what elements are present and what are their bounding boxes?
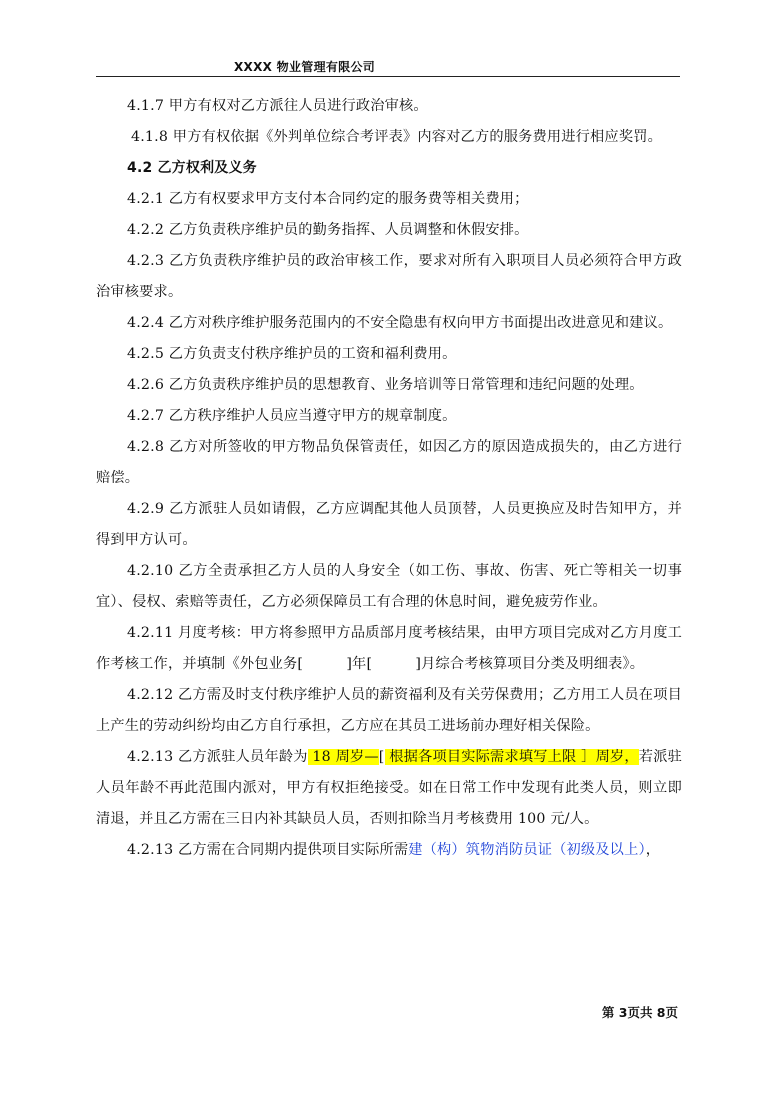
clause-4-2-8: 4.2.8 乙方对所签收的甲方物品负保管责任，如因乙方的原因造成损失的，由乙方进行赔偿。 <box>96 439 682 486</box>
clause-4-1-8: 4.1.8 甲方有权依据《外判单位综合考评表》内容对乙方的服务费用进行相应奖罚。 <box>131 129 662 145</box>
clause-4-2-5: 4.2.5 乙方负责支付秩序维护员的工资和福利费用。 <box>127 346 457 362</box>
clause-4-1-7: 4.1.7 甲方有权对乙方派往人员进行政治审核。 <box>127 98 428 114</box>
clause-4-2-6: 4.2.6 乙方负责秩序维护员的思想教育、业务培训等日常管理和违纪问题的处理。 <box>127 377 644 393</box>
clause-4-2-1: 4.2.1 乙方有权要求甲方支付本合同约定的服务费等相关费用； <box>127 191 529 207</box>
clause-4-2-13-age <box>96 742 682 835</box>
certificate-name-blue: 建（构）筑物消防员证（初级及以上） <box>408 842 646 858</box>
age-bracket: [ <box>378 749 385 765</box>
clause-4-2-13-certificate <box>96 835 682 866</box>
clause-4-2-2: 4.2.2 乙方负责秩序维护员的勤务指挥、人员调整和休假安排。 <box>127 222 529 238</box>
clause-4-2-11: 4.2.11 月度考核：甲方将参照甲方品质部月度考核结果，由甲方项目完成对乙方月度工作考核工作，并填制《外包业务[ ]年[ ]月综合考核算项目分类及明细表》。 <box>96 625 682 672</box>
clause-4-2-13-cert-prefix: 4.2.13 乙方需在合同期内提供项目实际所需 <box>127 842 409 858</box>
clause-4-2-13-age-suffix: 若派驻人员年龄不再此范围内派对，甲方有权拒绝接受。如在日常工作中发现有此类人员，则立即清退，并且乙方需在三日内补其缺员人员，否则扣除当月考核费用 100 元/人。 <box>96 749 682 827</box>
clause-4-2-13-age-prefix: 4.2.13 乙方派驻人员年龄为 <box>127 749 308 765</box>
clause-4-2-3: 4.2.3 乙方负责秩序维护员的政治审核工作，要求对所有入职项目人员必须符合甲方政治审核要求。 <box>96 253 682 300</box>
header-company-name: XXXX 物业管理有限公司 <box>234 60 376 74</box>
age-lower-highlight: 18 周岁— <box>307 749 379 765</box>
clause-4-2-4: 4.2.4 乙方对秩序维护服务范围内的不安全隐患有权向甲方书面提出改进意见和建议。 <box>127 315 673 331</box>
clause-4-2-10: 4.2.10 乙方全责承担乙方人员的人身安全（如工伤、事故、伤害、死亡等相关一切事宜）、侵权、索赔等责任，乙方必须保障员工有合理的休息时间，避免疲劳作业。 <box>96 563 682 610</box>
age-upper-highlight: 根据各项目实际需求填写上限 ］周岁， <box>384 749 639 765</box>
document-body <box>96 91 682 866</box>
clause-4-2-13-cert-suffix: ， <box>645 842 661 858</box>
clause-4-2-9: 4.2.9 乙方派驻人员如请假，乙方应调配其他人员顶替，人员更换应及时告知甲方，并得到甲方认可。 <box>96 501 682 548</box>
section-heading-4-2: 4.2 乙方权利及义务 <box>127 160 257 176</box>
page-number: 第 3页共 8页 <box>601 1005 678 1020</box>
header-divider <box>96 76 680 77</box>
clause-4-2-12: 4.2.12 乙方需及时支付秩序维护人员的薪资福利及有关劳保费用；乙方用工人员在项目上产生的劳动纠纷均由乙方自行承担，乙方应在其员工进场前办理好相关保险。 <box>96 687 682 734</box>
clause-4-2-7: 4.2.7 乙方秩序维护人员应当遵守甲方的规章制度。 <box>127 408 457 424</box>
